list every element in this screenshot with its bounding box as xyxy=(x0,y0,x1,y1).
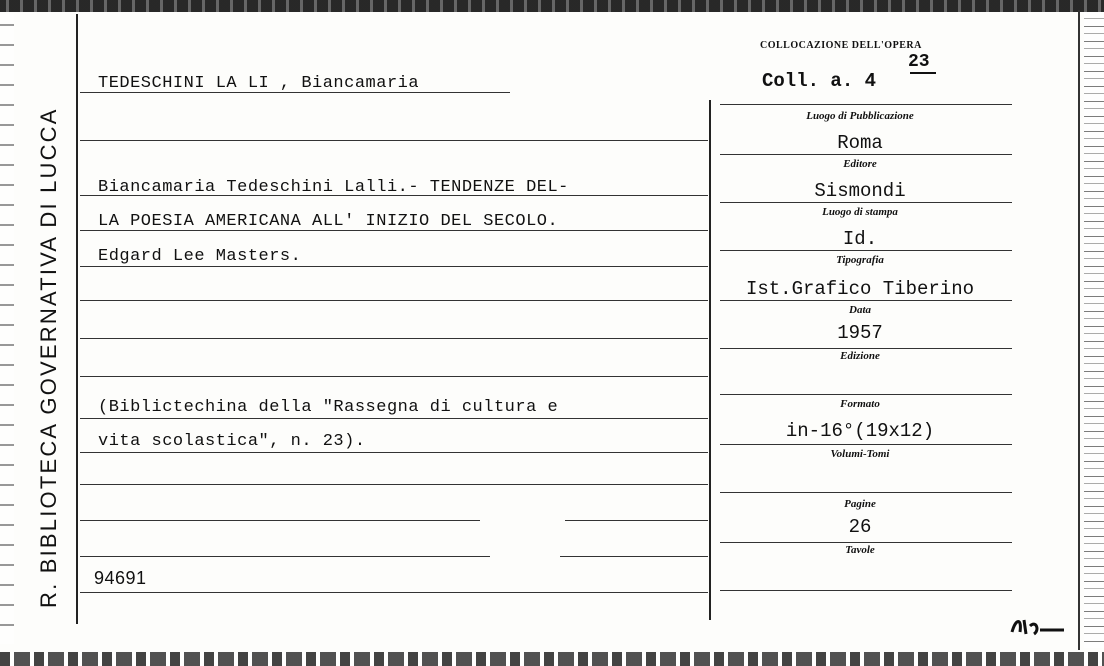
series-line-1: (Biblictechina della "Rassegna di cultura e xyxy=(98,398,559,417)
field-rule xyxy=(720,300,1012,301)
field-rule xyxy=(720,104,1012,105)
ruled-line xyxy=(80,376,708,377)
ruled-line xyxy=(80,520,480,521)
ruled-line xyxy=(80,592,708,593)
field-label-pagine: Pagine xyxy=(844,498,876,510)
field-value-editore: Sismondi xyxy=(814,180,906,202)
field-value-data: 1957 xyxy=(837,322,883,344)
field-value-luogo-stampa: Id. xyxy=(842,228,878,250)
ruled-line xyxy=(560,556,708,557)
ruled-line xyxy=(80,418,708,419)
field-value-formato: in-16°(19x12) xyxy=(785,420,935,442)
bottom-scan-border xyxy=(0,652,1104,666)
field-rule xyxy=(720,348,1012,349)
ruled-line xyxy=(80,556,490,557)
collocazione-header: COLLOCAZIONE DELL'OPERA xyxy=(760,40,922,51)
description-line-3: Edgard Lee Masters. xyxy=(98,247,302,266)
right-scan-noise xyxy=(1084,12,1104,648)
ruled-line xyxy=(80,140,708,141)
top-scan-border xyxy=(0,0,1104,12)
ruled-line xyxy=(80,484,708,485)
field-rule xyxy=(720,154,1012,155)
field-value-pagine: 26 xyxy=(848,516,872,538)
collocazione-value: Coll. a. 4 xyxy=(762,70,877,92)
field-rule xyxy=(720,250,1012,251)
field-rule xyxy=(720,394,1012,395)
left-margin-rule xyxy=(76,14,78,624)
field-label-tavole: Tavole xyxy=(845,544,875,556)
field-label-formato: Formato xyxy=(840,398,880,410)
field-label-edizione: Edizione xyxy=(840,350,880,362)
field-rule xyxy=(720,444,1012,445)
field-rule xyxy=(720,590,1012,591)
ruled-line xyxy=(80,452,708,453)
inventory-number: 94691 xyxy=(94,568,147,588)
ruled-line xyxy=(565,520,708,521)
collocazione-underline xyxy=(910,72,936,74)
field-label-volumi-tomi: Volumi-Tomi xyxy=(830,448,890,460)
ruled-line xyxy=(80,300,708,301)
collocazione-number: 23 xyxy=(908,52,930,72)
field-label-data: Data xyxy=(849,304,871,316)
left-scan-edge xyxy=(0,14,14,644)
ruled-line xyxy=(80,338,708,339)
field-value-tipografia: Ist.Grafico Tiberino xyxy=(745,278,975,300)
ruled-line xyxy=(80,266,708,267)
field-rule xyxy=(720,542,1012,543)
field-rule xyxy=(720,202,1012,203)
description-line-2: LA POESIA AMERICANA ALL' INIZIO DEL SECOLO. xyxy=(98,212,559,231)
handwritten-mark xyxy=(1010,612,1066,647)
field-label-luogo-stampa: Luogo di stampa xyxy=(822,206,898,218)
right-card-edge xyxy=(1078,10,1080,650)
field-rule xyxy=(720,492,1012,493)
field-label-tipografia: Tipografia xyxy=(836,254,884,266)
field-label-editore: Editore xyxy=(843,158,877,170)
field-label-luogo-pubblicazione: Luogo di Pubblicazione xyxy=(806,110,914,122)
heading-entry: TEDESCHINI LA LI , Biancamaria xyxy=(98,74,420,93)
series-line-2: vita scolastica", n. 23). xyxy=(98,432,366,451)
description-line-1: Biancamaria Tedeschini Lalli.- TENDENZE DEL- xyxy=(98,178,569,197)
field-value-luogo-pubblicazione: Roma xyxy=(837,132,883,154)
library-stamp: R. BIBLIOTECA GOVERNATIVA DI LUCCA xyxy=(36,107,61,608)
